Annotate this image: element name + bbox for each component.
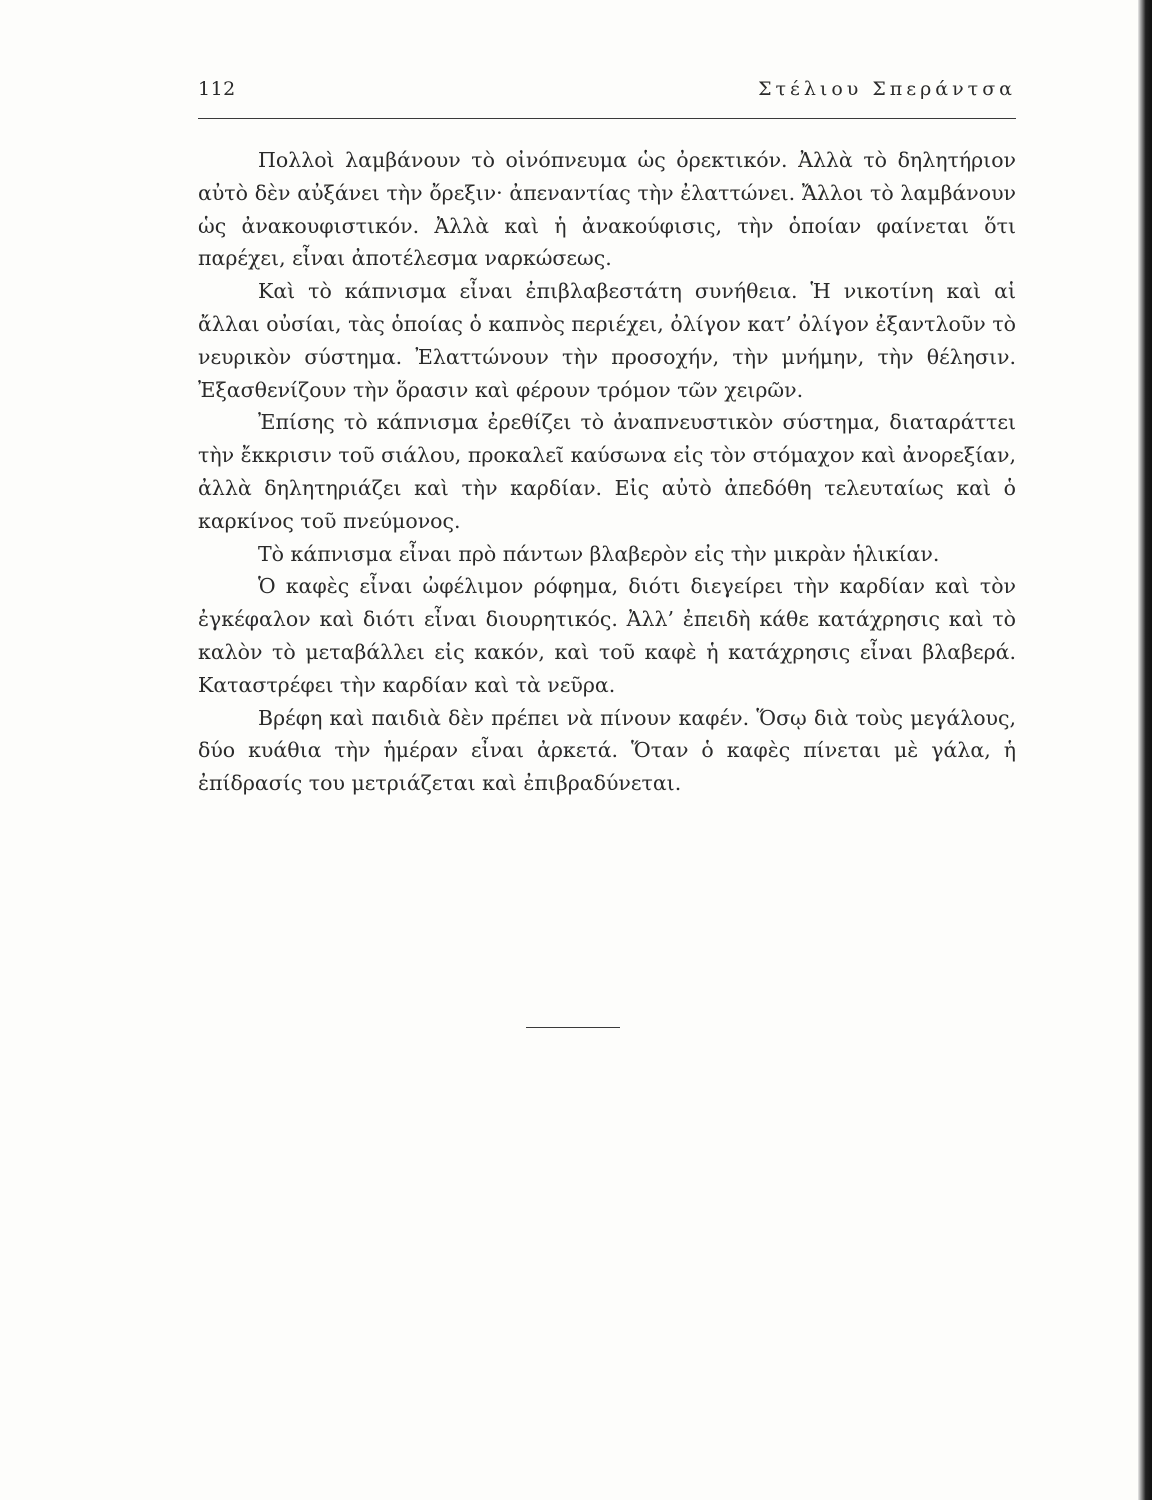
end-of-section-rule — [526, 1027, 620, 1028]
running-head-title: Στέλιου Σπεράντσα — [758, 78, 1016, 100]
paragraph: Καὶ τὸ κάπνισμα εἶναι ἐπιβλαβεστάτη συνήθεια. Ἡ νικοτίνη καὶ αἱ ἄλλαι οὐσίαι, τὰς ὁποίας ὁ καπνὸς περιέχει, ὀλίγον κατ’ ὀλίγον ἐξαντλοῦν τὸ νευρικὸν σύστημα. Ἐλαττώνουν τὴν προσοχήν, τὴν μνήμην, τὴν θέλησιν. Ἐξασθενίζουν τὴν ὅρασιν καὶ φέρουν τρόμον τῶν χειρῶν. — [198, 279, 1016, 402]
paragraph: Πολλοὶ λαμβάνουν τὸ οἰνόπνευμα ὡς ὀρεκτικόν. Ἀλλὰ τὸ δηλητήριον αὐτὸ δὲν αὐξάνει τὴν ὄρεξιν· ἀπεναντίας τὴν ἐλαττώνει. Ἄλλοι τὸ λαμβάνουν ὡς ἀνακουφιστικόν. Ἀλλὰ καὶ ἡ ἀνακούφισις, τὴν ὁποίαν φαίνεται ὅτι παρέχει, εἶναι ἀποτέλεσμα ναρκώσεως. — [198, 148, 1016, 271]
header-rule — [198, 118, 1016, 119]
paragraph: Βρέφη καὶ παιδιὰ δὲν πρέπει νὰ πίνουν καφέν. Ὅσῳ διὰ τοὺς μεγάλους, δύο κυάθια τὴν ἡμέραν εἶναι ἀρκετά. Ὅταν ὁ καφὲς πίνεται μὲ γάλα, ἡ ἐπίδρασίς του μετριάζεται καὶ ἐπιβραδύνεται. — [198, 705, 1016, 796]
paragraph: Τὸ κάπνισμα εἶναι πρὸ πάντων βλαβερὸν εἰς τὴν μικρὰν ἡλικίαν. — [258, 541, 940, 566]
paragraph: Ἐπίσης τὸ κάπνισμα ἐρεθίζει τὸ ἀναπνευστικὸν σύστημα, διαταράττει τὴν ἔκκρισιν τοῦ σιάλου, προκαλεῖ καύσωνα εἰς τὸν στόμαχον καὶ ἀνορεξίαν, ἀλλὰ δηλητηριάζει καὶ τὴν καρδίαν. Εἰς αὐτὸ ἀπεδόθη τελευταίως καὶ ὁ καρκίνος τοῦ πνεύμονος. — [198, 410, 1016, 533]
paragraph: Ὁ καφὲς εἶναι ὠφέλιμον ρόφημα, διότι διεγείρει τὴν καρδίαν καὶ τὸν ἐγκέφαλον καὶ διότι εἶναι διουρητικός. Ἀλλ’ ἐπειδὴ κάθε κατάχρησις καὶ τὸ καλὸν τὸ μεταβάλλει εἰς κακόν, καὶ τοῦ καφὲ ἡ κατάχρησις εἶναι βλαβερά. Καταστρέφει τὴν καρδίαν καὶ τὰ νεῦρα. — [198, 574, 1016, 697]
binding-edge — [1138, 0, 1152, 1500]
page-number: 112 — [198, 78, 236, 100]
body-text — [198, 144, 1016, 800]
running-head — [198, 74, 1016, 114]
